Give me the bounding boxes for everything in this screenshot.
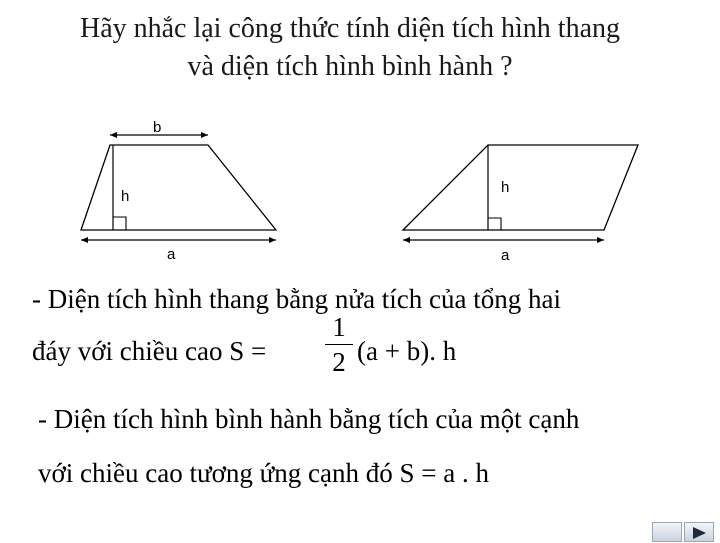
trapezoid-area-line-2-prefix: đáy với chiều cao S = <box>32 336 267 366</box>
parallelogram-h-label: h <box>501 179 510 196</box>
arrowhead <box>597 237 604 243</box>
trapezoid-a-label: a <box>167 246 176 263</box>
parallelogram-area-line-1: - Diện tích hình bình hành bằng tích của một cạnh <box>38 404 580 434</box>
arrowhead <box>403 237 410 243</box>
nav-blank-button[interactable] <box>652 522 682 542</box>
arrowhead <box>110 132 117 138</box>
parallelogram-a-label: a <box>501 247 510 264</box>
trapezoid-area-line-1: - Diện tích hình thang bằng nửa tích của tổng hai <box>32 284 561 314</box>
arrowhead <box>269 237 276 243</box>
fraction-numerator: 1 <box>332 312 346 342</box>
next-arrow-icon <box>685 523 715 543</box>
trapezoid-right-angle-mark <box>113 217 126 230</box>
arrowhead <box>81 237 88 243</box>
trapezoid-h-label: h <box>121 188 130 205</box>
title-line-1: Hãy nhắc lại công thức tính diện tích hình thang <box>79 13 621 44</box>
parallelogram-right-angle-mark <box>488 218 501 230</box>
parallelogram-shape <box>403 145 638 230</box>
trapezoid-figure <box>81 119 276 263</box>
arrowhead <box>201 132 208 138</box>
parallelogram-area-line-2: với chiều cao tương ứng cạnh đó S = a . h <box>38 458 489 488</box>
parallelogram-figure <box>403 145 638 264</box>
fraction-bar <box>325 344 353 345</box>
next-slide-button[interactable] <box>684 522 714 542</box>
trapezoid-area-line-2-suffix: (a + b). h <box>357 336 457 366</box>
trapezoid-b-label: b <box>153 119 162 136</box>
one-half-fraction <box>322 312 356 377</box>
fraction-denominator: 2 <box>332 347 346 377</box>
title-line-2: và diện tích hình bình hành ? <box>187 51 513 82</box>
trapezoid-shape <box>81 145 276 230</box>
